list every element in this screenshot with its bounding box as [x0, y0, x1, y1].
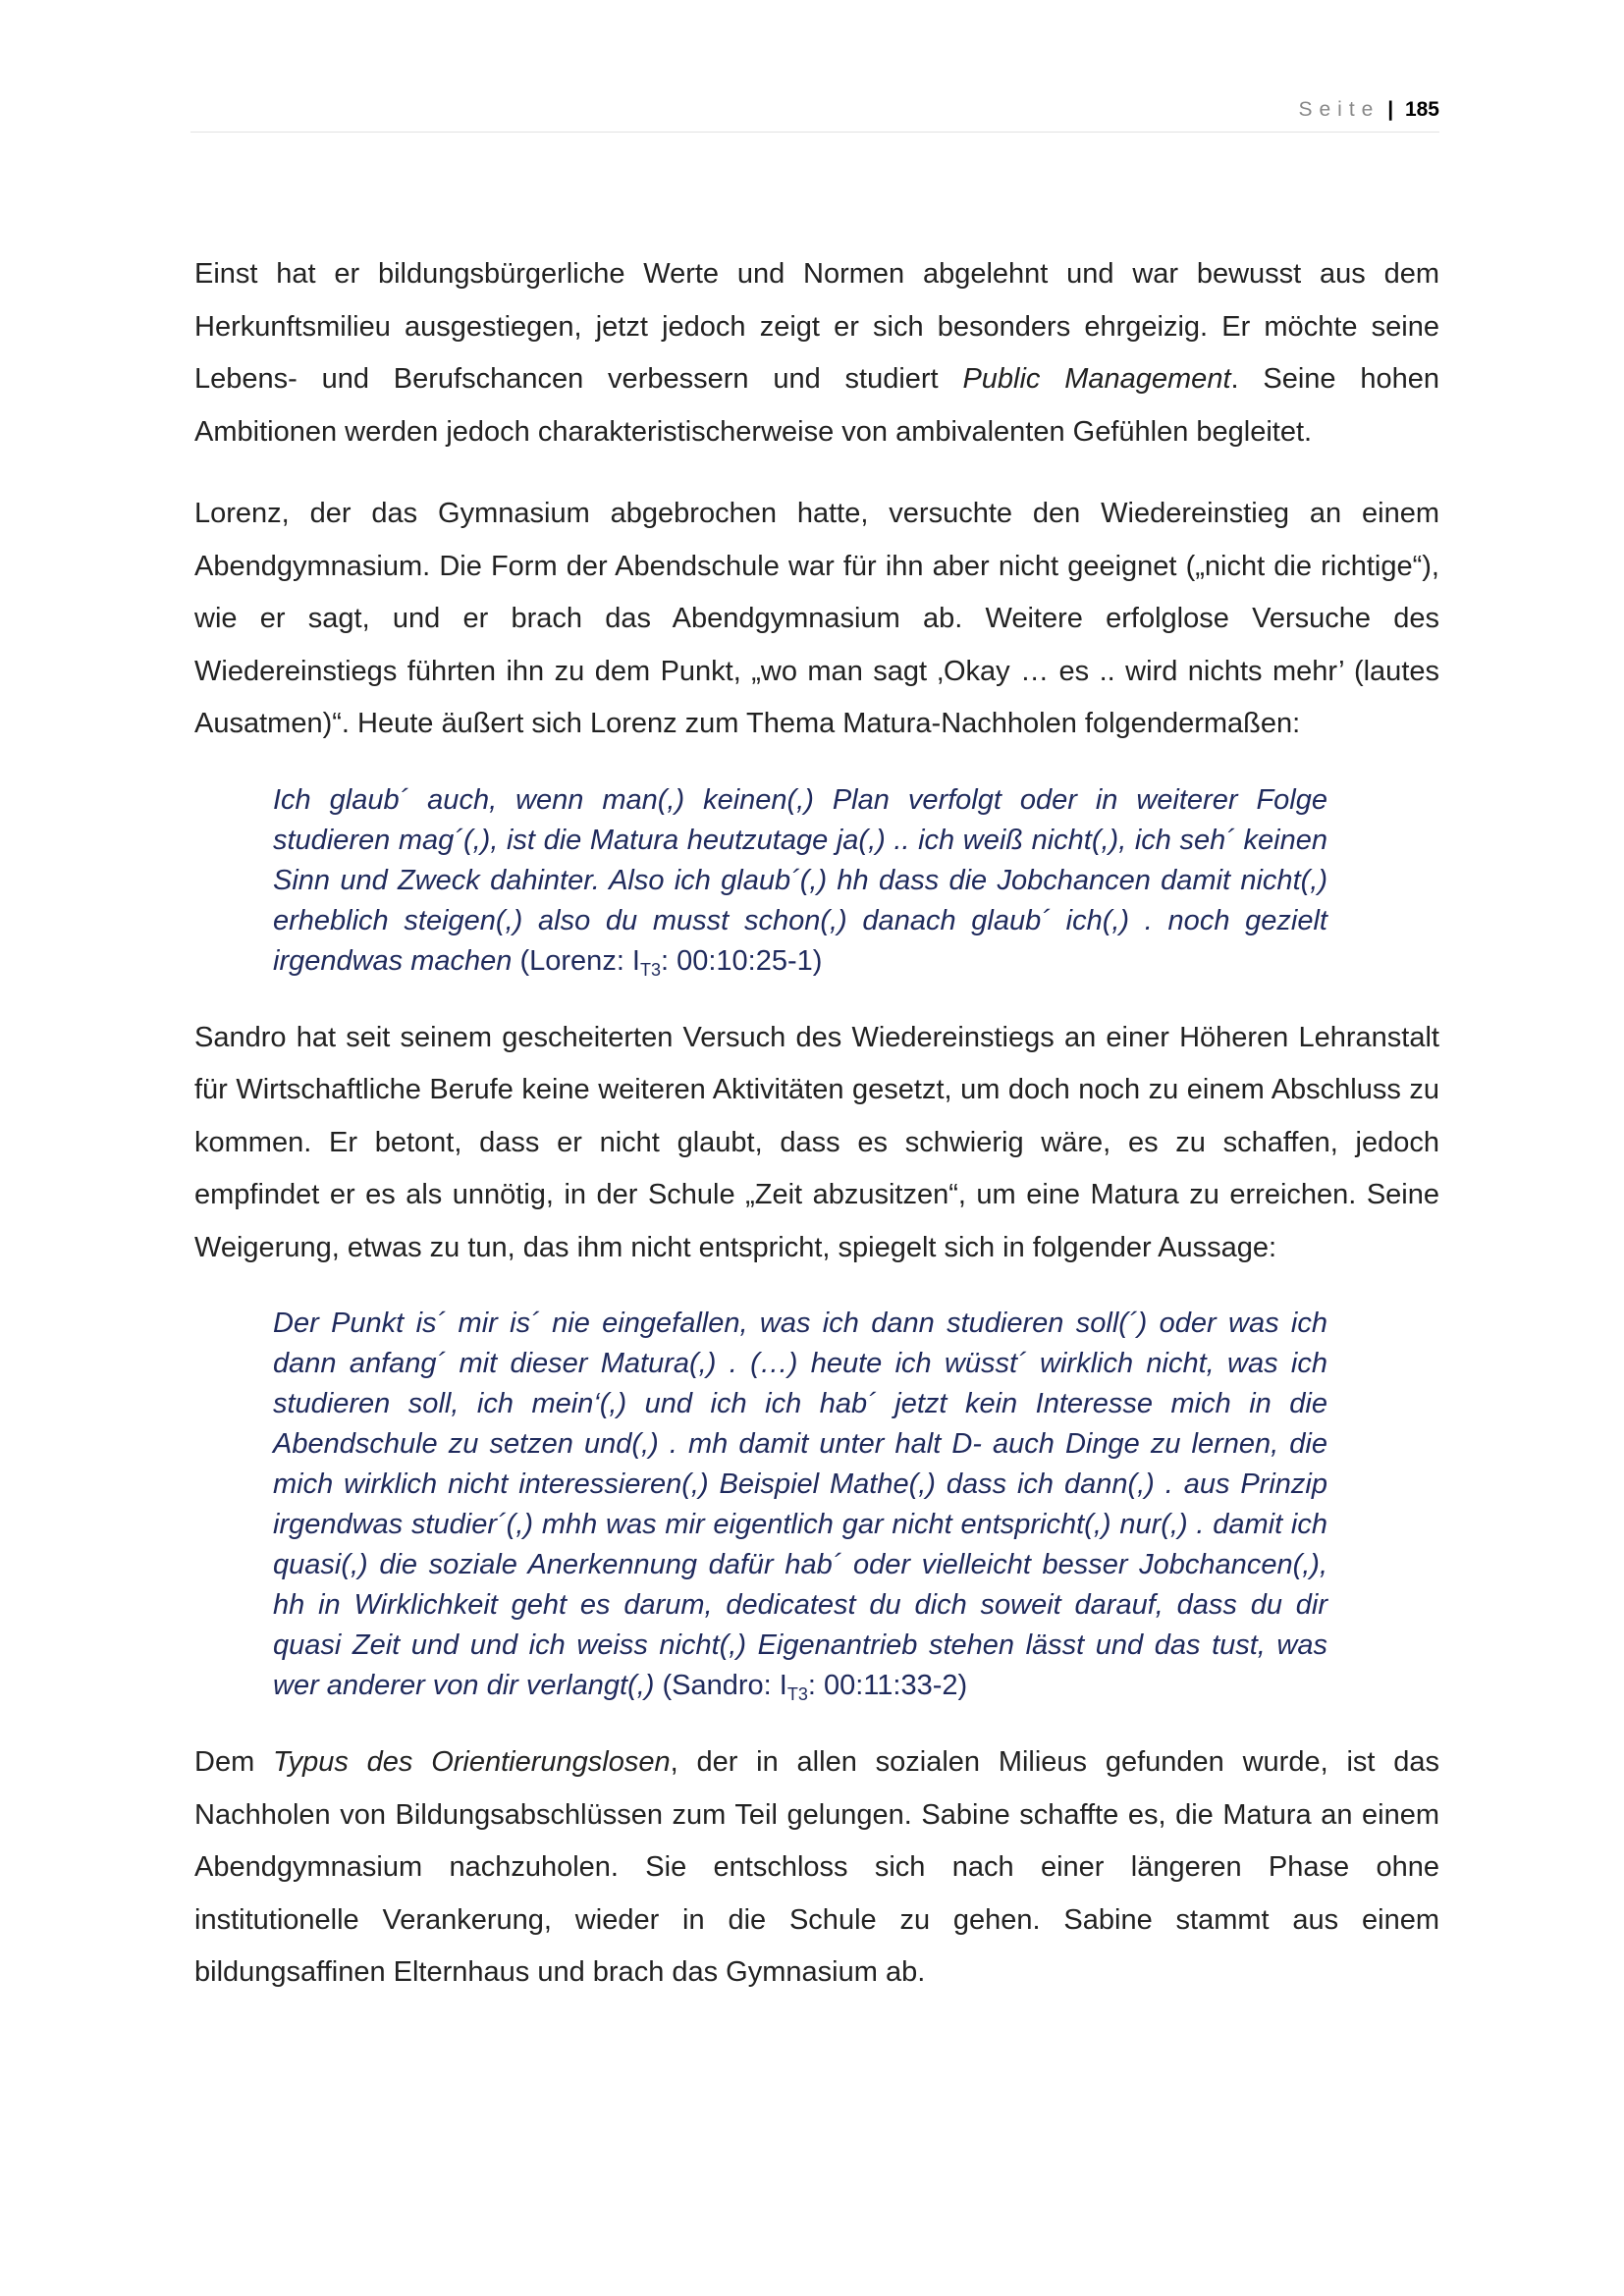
paragraph-1 — [194, 248, 1439, 458]
page-number: 185 — [1404, 98, 1439, 121]
paragraph-2: Lorenz, der das Gymnasium abgebrochen hatte, versuchte den Wiedereinstieg an einem Abendgymnasium. Die Form der Abendschule war für ihn aber nicht geeignet („nicht die richtige“), wie er sagt, und er brach das Abendgymnasium ab. Weitere erfolglose Versuche des Wiedereinstiegs führten ihn zu dem Punkt, „wo man sagt ‚Okay … es .. wird nichts mehr’ (lautes Ausatmen)“. Heute äußert sich Lorenz zum Thema Matura-Nachholen folgendermaßen: — [194, 498, 1439, 739]
body-text — [194, 248, 1439, 2029]
paragraph-4-text: Dem — [194, 1746, 274, 1778]
paragraph-4 — [194, 1736, 1439, 2000]
quote-lorenz-citation — [519, 944, 823, 980]
citation-close: : 00:11:33-2) — [807, 1670, 968, 1701]
page-header — [190, 94, 1439, 133]
paragraph-1-text: Einst hat er bildungsbürgerliche Werte und Normen abgelehnt und war bewusst aus dem Herkunftsmilieu ausgestiegen, jetzt jedoch zeigt er sich besonders ehrgeizig. Er möchte seine Lebens- und Berufschancen verbessern und studiert — [194, 258, 1439, 395]
citation-subscript: T3 — [639, 959, 661, 980]
citation-subscript: T3 — [786, 1684, 808, 1704]
paragraph-4-emphasis: Typus des Orientierungslosen — [273, 1746, 671, 1778]
paragraph-1-emphasis: Public Management — [962, 363, 1231, 395]
quote-sandro-text: Der Punkt is´ mir is´ nie eingefallen, was ich dann studieren soll(´) oder was ich dann anfang´ mit dieser Matura(,) . (…) heute ich wüsst´ wirklich nicht, was ich studieren soll, ich mein‘(,) und ich ich hab´ jetzt kein Interesse mich in die Abendschule zu setzen und(,) . mh damit unter halt D- auch Dinge zu lernen, die mich wirklich nicht interessieren(,) Beispiel Mathe(,) dass ich dann(,) . aus Prinzip irgendwas studier´(,) mhh was mir eigentlich gar nicht entspricht(,) nur(,) . damit ich quasi(,) die soziale Anerkennung dafür hab´ oder vielleicht besser Jobchancen(,), hh in Wirklichkeit geht es darum, dedicatest du dich soweit darauf, dass du dir quasi Zeit und und ich weiss nicht(,) Eigenantrieb stehen lässt und das tust, was wer anderer von dir verlangt(,) — [273, 1308, 1327, 1701]
block-quote-sandro — [273, 1304, 1327, 1715]
paragraph-1-text-end: . Seine hohen Ambitionen werden jedoch charakteristischerweise von ambivalenten Gefühlen begleitet. — [194, 363, 1439, 448]
paragraph-3: Sandro hat seit seinem gescheiterten Versuch des Wiedereinstiegs an einer Höheren Lehranstalt für Wirtschaftliche Berufe keine weiteren Aktivitäten gesetzt, um doch noch zu einem Abschluss zu kommen. Er betont, dass er nicht glaubt, dass es schwierig wäre, es zu schaffen, jedoch empfindet er es als unnötig, in der Schule „Zeit abzusitzen“, um eine Matura zu erreichen. Seine Weigerung, etwas zu tun, das ihm nicht entspricht, spiegelt sich in folgender Aussage: — [194, 1021, 1439, 1263]
citation-open: (Lorenz: I — [519, 944, 640, 977]
page-number-block — [1299, 98, 1440, 122]
block-quote-lorenz — [273, 780, 1327, 990]
quote-sandro-citation — [662, 1670, 968, 1704]
seite-label: Seite — [1298, 98, 1380, 121]
citation-close: : 00:10:25-1) — [661, 944, 823, 977]
header-separator: | — [1387, 98, 1394, 121]
paragraph-4-text-end: , der in allen sozialen Milieus gefunden wurde, ist das Nachholen von Bildungsabschlüssen zum Teil gelungen. Sabine schaffte es, die Matura an einem Abendgymnasium nachzuholen. Sie entschloss sich nach einer längeren Phase ohne institutionelle Verankerung, wieder in die Schule zu gehen. Sabine stammt aus einem bildungsaffinen Elternhaus und brach das Gymnasium ab. — [194, 1746, 1439, 1988]
citation-open: (Sandro: I — [662, 1670, 787, 1701]
quote-lorenz-text: Ich glaub´ auch, wenn man(,) keinen(,) Plan verfolgt oder in weiterer Folge studieren mag´(,), ist die Matura heutzutage ja(,) .. ich weiß nicht(,), ich seh´ keinen Sinn und Zweck dahinter. Also ich glaub´(,) hh dass die Jobchancen damit nicht(,) erheblich steigen(,) also du musst schon(,) danach glaub´ ich(,) . noch gezielt irgendwas machen — [273, 783, 1327, 977]
